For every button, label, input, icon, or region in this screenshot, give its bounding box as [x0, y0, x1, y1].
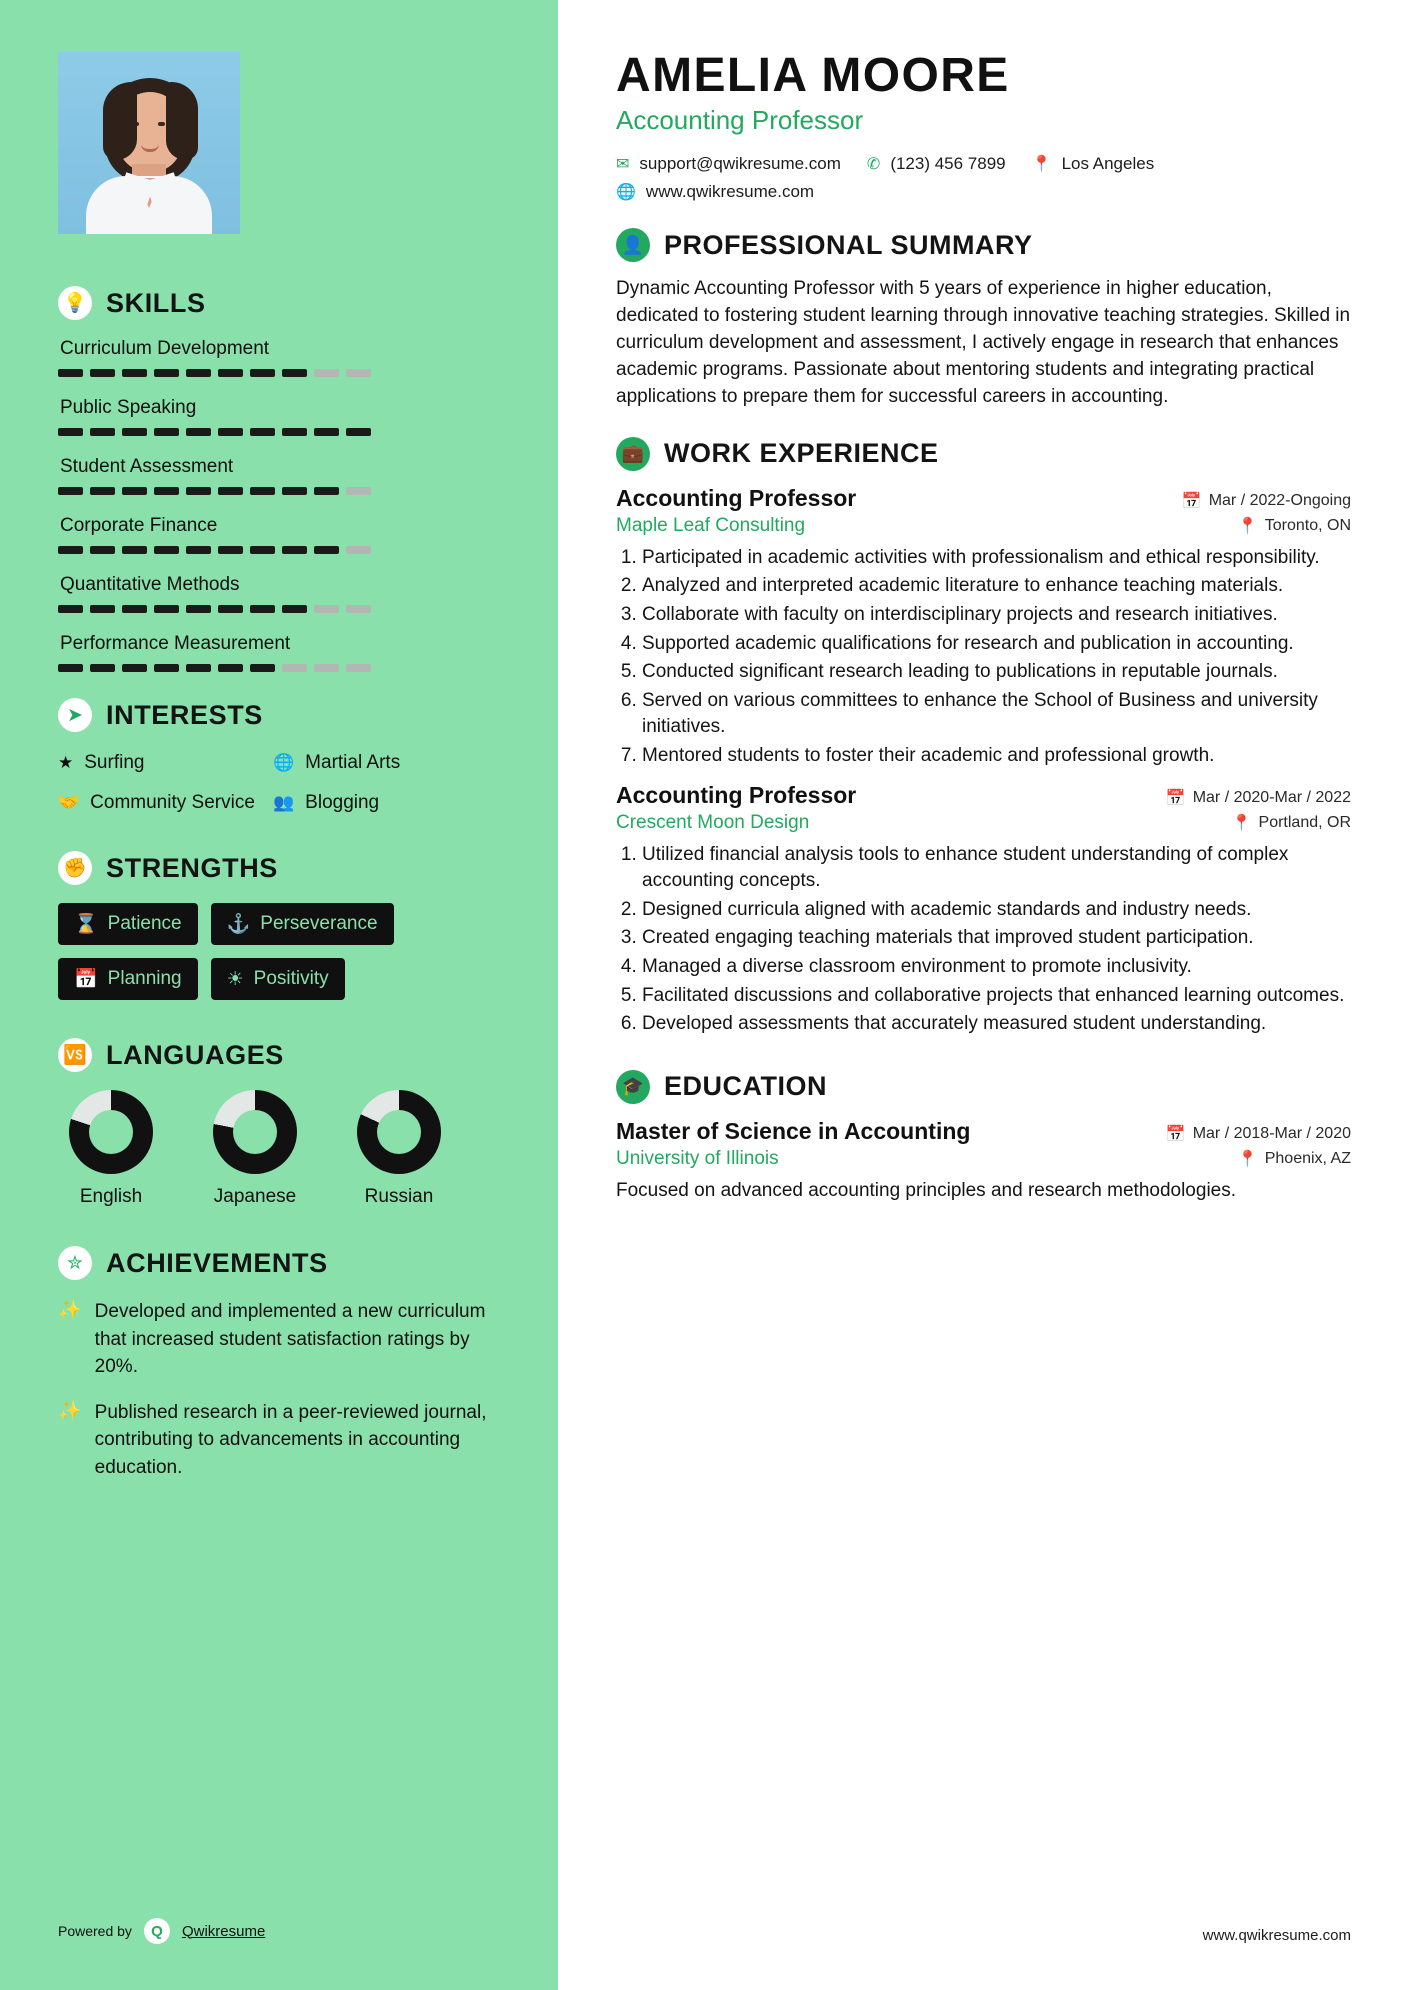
skill-dash	[346, 369, 371, 377]
skill-name: Student Assessment	[60, 456, 234, 477]
interest-label: Surfing	[84, 752, 145, 773]
strength-chip	[58, 958, 198, 1000]
achievement-text: Published research in a peer-reviewed journal, contributing to advancements in accounting education.	[94, 1401, 487, 1479]
strength-label: Positivity	[253, 968, 329, 990]
shooting-star-icon: ✨	[58, 1300, 82, 1322]
job-bullet: 2. Analyzed and interpreted academic literature to enhance teaching materials.	[642, 573, 1351, 600]
contact-envelope[interactable]	[616, 154, 841, 174]
phone-icon: ✆	[866, 156, 881, 173]
achievements-list	[58, 1298, 488, 1481]
hourglass-icon: ⌛	[74, 914, 98, 936]
qwikresume-brand-link[interactable]: Qwikresume	[181, 1922, 266, 1940]
skill-dash	[186, 605, 211, 613]
summary-title: PROFESSIONAL SUMMARY	[664, 229, 1033, 260]
jobs-list	[616, 485, 1351, 1038]
job-bullet: 5. Facilitated discussions and collaborative projects that enhanced learning outcomes.	[642, 983, 1351, 1010]
skill-rating	[58, 369, 488, 377]
skill-dash	[58, 428, 83, 436]
job-entry	[616, 485, 1351, 770]
skill-dash	[58, 369, 83, 377]
skill-dash	[186, 428, 211, 436]
skill-dash	[186, 487, 211, 495]
skill-dash	[218, 546, 243, 554]
skill-dash	[90, 546, 115, 554]
skill-dash	[250, 546, 275, 554]
skill-dash	[314, 605, 339, 613]
education-date: 📅 Mar / 2018-Mar / 2020	[1165, 1124, 1351, 1143]
website-row	[616, 182, 1351, 202]
sun-icon: ☀	[226, 968, 244, 990]
skill-dash	[58, 664, 83, 672]
education-entry	[616, 1118, 1351, 1205]
contact-value: support@qwikresume.com	[639, 154, 841, 173]
skill-dash	[314, 428, 339, 436]
summary-header	[616, 228, 1351, 262]
user-circle-icon: 👤	[616, 228, 650, 262]
education-title: EDUCATION	[664, 1071, 827, 1102]
skill-dash	[218, 487, 243, 495]
contact-value: (123) 456 7899	[890, 154, 1006, 173]
powered-by-label: Powered by	[58, 1923, 132, 1939]
work-header	[616, 437, 1351, 471]
skill-dash	[122, 546, 147, 554]
strengths-list	[58, 903, 488, 1000]
skills-section	[58, 286, 488, 672]
calendar-icon: 📅	[1165, 1125, 1186, 1143]
strength-chip	[211, 958, 345, 1000]
shooting-star-icon: ✨	[58, 1400, 82, 1422]
job-bullet: 1. Participated in academic activities with professionalism and ethical responsibility.	[642, 545, 1351, 572]
skill-dash	[282, 487, 307, 495]
skill-item	[58, 574, 488, 613]
skill-dash	[90, 605, 115, 613]
language-label: Japanese	[213, 1186, 297, 1208]
skill-dash	[90, 428, 115, 436]
skill-dash	[90, 664, 115, 672]
skill-dash	[218, 369, 243, 377]
skill-dash	[314, 664, 339, 672]
job-date: 📅 Mar / 2020-Mar / 2022	[1165, 788, 1351, 807]
job-bullet: 6. Developed assessments that accurately measured student understanding.	[642, 1011, 1351, 1038]
achievement-text: Developed and implemented a new curriculum that increased student satisfaction ratings by 20%.	[94, 1301, 486, 1378]
achievements-header	[58, 1246, 488, 1280]
language-card-icon: 🆚	[58, 1038, 92, 1072]
interest-item	[273, 790, 488, 816]
skill-dash	[282, 664, 307, 672]
skill-rating	[58, 546, 488, 554]
contact-location-pin[interactable]	[1032, 154, 1155, 174]
skill-name: Curriculum Development	[60, 338, 270, 359]
skill-dash	[90, 487, 115, 495]
education-degree: Master of Science in Accounting	[616, 1117, 971, 1144]
language-item	[202, 1090, 308, 1208]
skill-rating	[58, 487, 488, 495]
strength-chip	[211, 903, 394, 945]
skill-dash	[154, 428, 179, 436]
skill-item	[58, 515, 488, 554]
job-bullet: 5. Conducted significant research leading to publications in reputable journals.	[642, 659, 1351, 686]
strengths-title: STRENGTHS	[106, 852, 278, 883]
skill-dash	[314, 546, 339, 554]
badge-star-icon: ✮	[58, 1246, 92, 1280]
skill-dash	[250, 428, 275, 436]
skill-dash	[122, 428, 147, 436]
graduate-circle-icon: 🎓	[616, 1070, 650, 1104]
contact-website[interactable]	[616, 182, 814, 202]
paper-plane-icon: ➤	[58, 698, 92, 732]
job-bullet: 3. Created engaging teaching materials that improved student participation.	[642, 925, 1351, 952]
education-section	[616, 1070, 1351, 1205]
skill-dash	[250, 487, 275, 495]
powered-by	[58, 1918, 265, 1944]
education-school: University of Illinois	[616, 1147, 779, 1169]
contact-value: Los Angeles	[1061, 154, 1155, 173]
interests-list	[58, 750, 488, 815]
fist-icon: ✊	[58, 851, 92, 885]
interest-item	[273, 750, 488, 776]
skills-list	[58, 338, 488, 672]
briefcase-icon: 💼	[616, 437, 650, 471]
anchor-icon: ⚓	[226, 914, 251, 936]
skill-item	[58, 633, 488, 672]
skill-dash	[282, 605, 307, 613]
skill-dash	[154, 546, 179, 554]
interests-title: INTERESTS	[106, 699, 263, 730]
language-label: English	[79, 1186, 143, 1208]
job-company: Crescent Moon Design	[616, 811, 810, 833]
skill-dash	[58, 605, 83, 613]
education-list	[616, 1118, 1351, 1205]
skill-dash	[282, 428, 307, 436]
skill-item	[58, 456, 488, 495]
skill-rating	[58, 664, 488, 672]
skill-name: Corporate Finance	[60, 515, 218, 536]
skill-dash	[154, 605, 179, 613]
language-label: Russian	[364, 1186, 434, 1208]
location-pin-icon: 📍	[1031, 156, 1052, 173]
skill-dash	[122, 369, 147, 377]
professional-summary-section	[616, 228, 1351, 411]
interests-section	[58, 698, 488, 815]
skill-dash	[346, 428, 371, 436]
job-entry	[616, 782, 1351, 1038]
language-donut	[69, 1090, 153, 1174]
education-header	[616, 1070, 1351, 1104]
job-location: 📍 Portland, OR	[1231, 813, 1351, 832]
language-donut	[213, 1090, 297, 1174]
skill-dash	[250, 664, 275, 672]
strength-chip	[58, 903, 198, 945]
skill-dash	[58, 546, 83, 554]
star-icon: ★	[58, 753, 74, 772]
avatar	[58, 52, 240, 234]
skills-title: SKILLS	[106, 287, 206, 318]
sidebar	[0, 0, 558, 1990]
job-bullet: 6. Served on various committees to enhance the School of Business and university initiatives.	[642, 688, 1351, 741]
skill-dash	[186, 369, 211, 377]
languages-title: LANGUAGES	[106, 1039, 284, 1070]
people-icon: 👥	[273, 792, 295, 812]
footer-website: www.qwikresume.com	[1202, 1927, 1351, 1944]
skill-dash	[314, 369, 339, 377]
skill-dash	[122, 487, 147, 495]
job-title: Accounting Professor	[616, 484, 857, 511]
skill-dash	[250, 605, 275, 613]
skill-dash	[58, 487, 83, 495]
location-pin-icon: 📍	[1231, 814, 1252, 832]
work-title: WORK EXPERIENCE	[664, 438, 939, 469]
skill-dash	[122, 664, 147, 672]
languages-section	[58, 1038, 488, 1208]
interest-label: Community Service	[90, 791, 255, 813]
strengths-header	[58, 851, 488, 885]
main-content	[558, 0, 1407, 1990]
strength-label: Planning	[107, 968, 182, 990]
skill-dash	[122, 605, 147, 613]
interest-item	[58, 790, 263, 816]
job-location: 📍 Toronto, ON	[1237, 516, 1351, 535]
website-value: www.qwikresume.com	[645, 182, 815, 201]
interest-label: Martial Arts	[305, 752, 401, 773]
skill-dash	[346, 487, 371, 495]
job-bullet: 7. Mentored students to foster their academic and professional growth.	[642, 743, 1351, 770]
job-bullet: 1. Utilized financial analysis tools to enhance student understanding of complex accounting concepts.	[642, 842, 1351, 895]
strength-label: Patience	[107, 913, 182, 935]
job-date: 📅 Mar / 2022-Ongoing	[1181, 491, 1351, 510]
skill-dash	[250, 369, 275, 377]
calendar-icon: 📅	[1181, 492, 1202, 510]
achievements-section	[58, 1246, 488, 1481]
skill-dash	[346, 546, 371, 554]
skill-dash	[282, 546, 307, 554]
languages-header	[58, 1038, 488, 1072]
achievement-item	[58, 1298, 488, 1381]
interest-item	[58, 750, 263, 776]
job-bullets	[616, 842, 1351, 1038]
interests-header	[58, 698, 488, 732]
job-bullet: 2. Designed curricula aligned with academic standards and industry needs.	[642, 897, 1351, 924]
language-item	[58, 1090, 164, 1208]
strength-label: Perseverance	[260, 913, 378, 935]
skill-rating	[58, 605, 488, 613]
job-role-subtitle: Accounting Professor	[616, 105, 864, 135]
globe-icon: 🌐	[273, 753, 295, 772]
skill-item	[58, 397, 488, 436]
skill-dash	[346, 605, 371, 613]
skill-dash	[282, 369, 307, 377]
skill-dash	[90, 369, 115, 377]
skill-dash	[154, 487, 179, 495]
job-bullet: 3. Collaborate with faculty on interdisciplinary projects and research initiatives.	[642, 602, 1351, 629]
job-bullet: 4. Supported academic qualifications for research and publication in accounting.	[642, 631, 1351, 658]
skill-name: Performance Measurement	[60, 633, 291, 654]
work-experience-section	[616, 437, 1351, 1038]
calendar-icon: 📅	[74, 969, 98, 991]
globe-icon: 🌐	[616, 184, 636, 201]
skill-dash	[154, 369, 179, 377]
contact-phone[interactable]	[867, 154, 1006, 174]
languages-list	[58, 1090, 488, 1208]
skill-dash	[186, 664, 211, 672]
skill-rating	[58, 428, 488, 436]
skill-dash	[218, 605, 243, 613]
summary-text: Dynamic Accounting Professor with 5 years of experience in higher education, dedicated to fostering student learning through innovative teaching strategies. Skilled in curriculum development and assessment, I actively engage in research that enhances academic programs. Passionate about mentoring students and integrating practical applications to prepare them for successful careers in accounting.	[616, 278, 1351, 407]
achievement-item	[58, 1399, 488, 1482]
skill-dash	[218, 664, 243, 672]
lightbulb-icon: 💡	[58, 286, 92, 320]
skill-name: Quantitative Methods	[60, 574, 240, 595]
skills-header	[58, 286, 488, 320]
skill-item	[58, 338, 488, 377]
skill-name: Public Speaking	[60, 397, 197, 418]
job-company: Maple Leaf Consulting	[616, 514, 806, 536]
job-bullets	[616, 545, 1351, 770]
skill-dash	[186, 546, 211, 554]
location-pin-icon: 📍	[1237, 1150, 1258, 1168]
hand-icon: 🤝	[58, 792, 80, 812]
calendar-icon: 📅	[1165, 789, 1186, 807]
education-description: Focused on advanced accounting principles and research methodologies.	[616, 1179, 1237, 1201]
skill-dash	[218, 428, 243, 436]
skill-dash	[346, 664, 371, 672]
contact-row	[616, 154, 1351, 174]
strengths-section	[58, 851, 488, 1000]
qwikresume-logo-icon: Q	[144, 1918, 170, 1944]
achievements-title: ACHIEVEMENTS	[106, 1247, 328, 1278]
language-donut	[357, 1090, 441, 1174]
language-item	[346, 1090, 452, 1208]
skill-dash	[154, 664, 179, 672]
job-title: Accounting Professor	[616, 781, 857, 808]
education-location: 📍 Phoenix, AZ	[1237, 1149, 1351, 1168]
envelope-icon: ✉	[616, 156, 630, 173]
interest-label: Blogging	[305, 791, 380, 813]
skill-dash	[314, 487, 339, 495]
job-bullet: 4. Managed a diverse classroom environment to promote inclusivity.	[642, 954, 1351, 981]
location-pin-icon: 📍	[1237, 517, 1258, 535]
page-title: AMELIA MOORE	[616, 49, 1010, 102]
